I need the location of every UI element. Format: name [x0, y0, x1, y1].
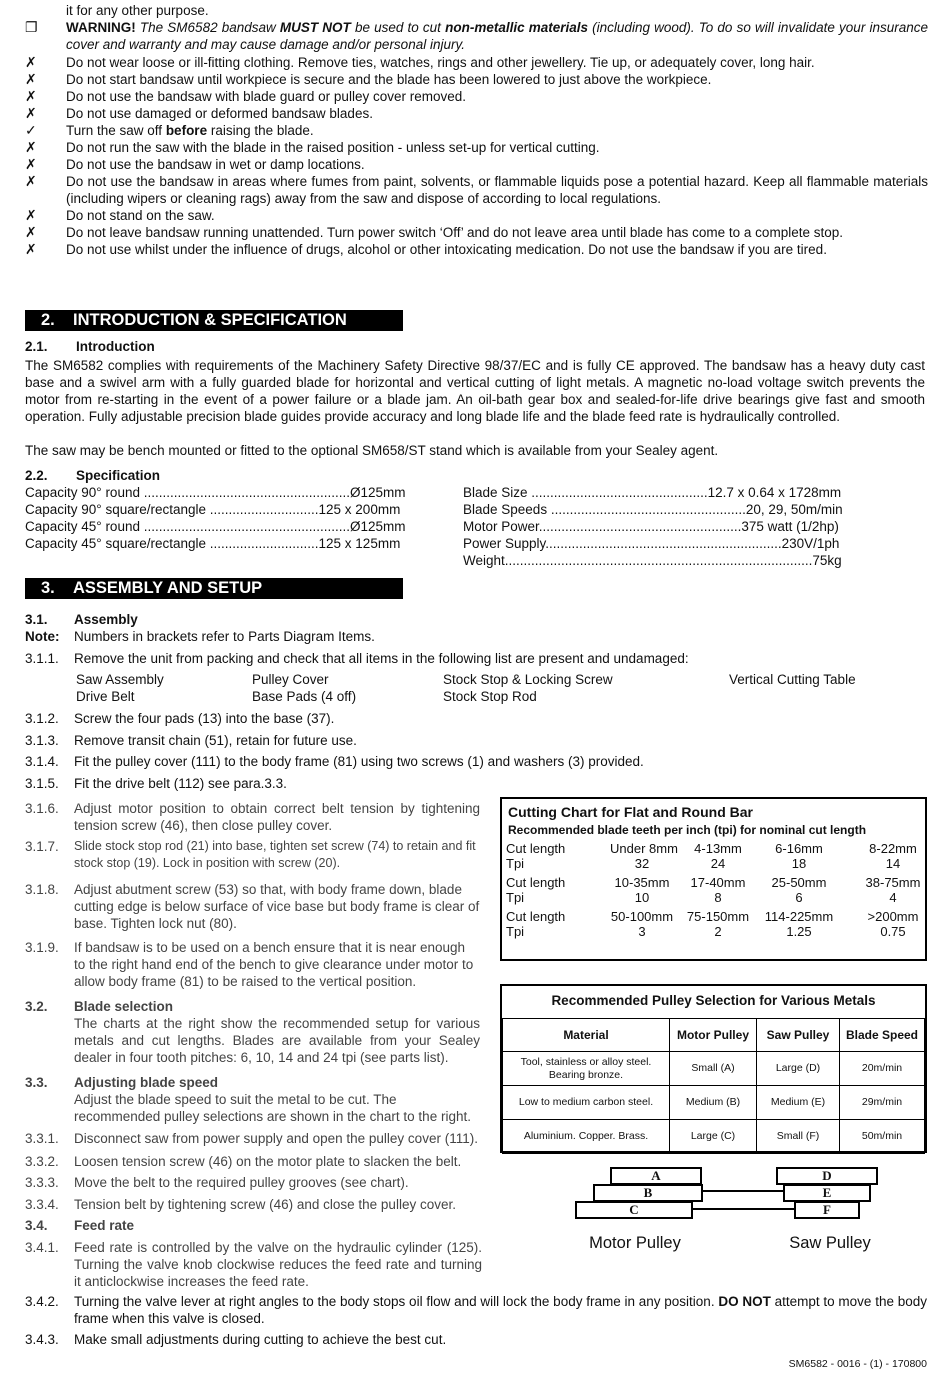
step-text: Remove the unit from packing and check that all items in the following list are present and undamaged:: [74, 651, 689, 666]
subsection-number: 3.4.: [25, 1218, 48, 1233]
step-text: If bandsaw is to be used on a bench ensure that it is near enough to the right hand end of the bench to give clearance under motor to allow body frame (81) to be raised to the vertical position.: [74, 940, 474, 989]
parts-item: Pulley Cover: [252, 672, 329, 687]
subsection-title: Specification: [76, 468, 161, 483]
cut-length-value: 17-40mm: [690, 875, 746, 890]
safety-item: Do not leave bandsaw running unattended. Turn power switch ‘Off’ and do not leave area until blade has come to a complete stop.: [66, 225, 843, 240]
table-cell: 20m/min: [840, 1052, 925, 1086]
cutting-chart: [500, 797, 927, 961]
cutting-chart-subtitle: Recommended blade teeth per inch (tpi) for nominal cut length: [508, 823, 867, 837]
subsection-number: 3.2.: [25, 999, 48, 1014]
step-text: [74, 1293, 927, 1327]
tpi-value: 0.75: [880, 924, 906, 939]
spec-line: Motor Power......................................................375 watt (1/2hp): [463, 519, 839, 534]
tpi-value: 8: [714, 890, 722, 905]
section-2-number: 2.: [41, 311, 55, 329]
step-number: 3.1.2.: [25, 711, 59, 726]
warning-part-c: (including wood). To do so will invalidate your insurance cover and warranty and may cause damage and/or personal injury.: [66, 20, 928, 52]
motor-pulley-a: A: [610, 1167, 702, 1185]
table-row: [503, 1120, 925, 1154]
subsection-title: Assembly: [74, 612, 138, 627]
cross-icon: ✗: [25, 105, 37, 121]
safety-item: Do not start bandsaw until workpiece is secure and the blade has been lowered to just above the workpiece.: [66, 72, 712, 87]
safety-item: Do not use whilst under the influence of drugs, alcohol or other intoxicating medication. Do not use the bandsaw if you are tired.: [66, 242, 827, 257]
spec-line: Blade Speeds ....................................................20, 29, 50m/min: [463, 502, 843, 517]
motor-pulley-c: C: [575, 1201, 693, 1219]
step-number: 3.4.1.: [25, 1240, 59, 1255]
step-text: Make small adjustments during cutting to achieve the best cut.: [74, 1332, 447, 1347]
tpi-label: Tpi: [506, 924, 525, 939]
tpi-value: 14: [885, 856, 901, 871]
step-text: Disconnect saw from power supply and open the pulley cover (111).: [74, 1131, 478, 1146]
step-text: Feed rate is controlled by the valve on the hydraulic cylinder (125). Turning the valve knob clockwise reduces the feed rate and turning it anticlockwise increases the feed rate.: [74, 1240, 482, 1289]
cross-icon: ✗: [25, 224, 37, 240]
table-cell: Tool, stainless or alloy steel. Bearing bronze.: [503, 1052, 670, 1086]
safety-item: Do not run the saw with the blade in the raised position - unless set-up for vertical cutting.: [66, 140, 600, 155]
cross-icon: ✗: [25, 173, 37, 189]
cross-icon: ✗: [25, 139, 37, 155]
safety-item: Do not use damaged or deformed bandsaw blades.: [66, 106, 373, 121]
table-cell: Aluminium. Copper. Brass.: [503, 1120, 670, 1154]
step-text-bold: DO NOT: [718, 1294, 771, 1309]
spec-line: Capacity 90° square/rectangle .............................125 x 200mm: [25, 502, 401, 517]
tpi-value: 18: [791, 856, 807, 871]
spec-line: Power Supply...............................................................230V/1ph: [463, 536, 840, 551]
step-number: 3.3.3.: [25, 1175, 59, 1190]
step-number: 3.4.3.: [25, 1332, 59, 1347]
safety-item: [66, 122, 928, 139]
cut-length-value: 8-22mm: [869, 841, 917, 856]
warning-bold-b: non-metallic materials: [445, 20, 589, 35]
motor-pulley-b: B: [593, 1184, 703, 1202]
cut-length-value: 4-13mm: [694, 841, 742, 856]
subsection-number: 3.1.: [25, 612, 48, 627]
table-cell: Small (A): [670, 1052, 757, 1086]
step-text: Adjust motor position to obtain correct belt tension by tightening tension screw (46), then close pulley cover.: [74, 801, 480, 833]
spec-line: Capacity 45° round .......................................................Ø125mm: [25, 519, 406, 534]
cross-icon: ✗: [25, 156, 37, 172]
tpi-value: 3: [638, 924, 646, 939]
section-2-header: [25, 310, 403, 331]
step-text: The charts at the right show the recommended setup for various metals and cut lengths. Blades are available from your Sealey dealer in four tooth pitches: 6, 10, 14 and 24 tpi (see parts list).: [74, 1016, 480, 1065]
subsection-title: Blade selection: [74, 999, 174, 1014]
tpi-label: Tpi: [506, 890, 525, 905]
column-header: Saw Pulley: [757, 1019, 840, 1052]
table-cell: Large (C): [670, 1120, 757, 1154]
safety-item-part: Turn the saw off: [66, 123, 166, 138]
cut-length-value: 6-16mm: [775, 841, 823, 856]
step-number: 3.1.8.: [25, 882, 59, 897]
parts-item: Stock Stop & Locking Screw: [443, 672, 613, 687]
check-icon: ✓: [25, 122, 37, 138]
cut-length-label: Cut length: [506, 841, 566, 856]
step-number: 3.1.7.: [25, 839, 59, 854]
step-number: 3.4.2.: [25, 1294, 59, 1309]
subsection-title: Adjusting blade speed: [74, 1075, 219, 1090]
tpi-value: 6: [795, 890, 803, 905]
table-cell: 50m/min: [840, 1120, 925, 1154]
intro-line: it for any other purpose.: [66, 3, 209, 18]
cross-icon: ✗: [25, 207, 37, 223]
spec-line: Capacity 45° square/rectangle .............................125 x 125mm: [25, 536, 401, 551]
table-cell: Small (F): [757, 1120, 840, 1154]
step-number: 3.3.2.: [25, 1154, 59, 1169]
checkbox-icon: ❐: [25, 19, 38, 35]
subsection-number: 2.1.: [25, 339, 48, 354]
warning-bold-a: MUST NOT: [279, 20, 351, 35]
step-number: 3.3.4.: [25, 1197, 59, 1212]
table-row: [503, 1086, 925, 1120]
cross-icon: ✗: [25, 54, 37, 70]
saw-pulley-caption: Saw Pulley: [789, 1234, 871, 1252]
saw-pulley-f: F: [794, 1201, 860, 1219]
tpi-value: 1.25: [786, 924, 812, 939]
saw-pulley-d: D: [776, 1167, 878, 1185]
pulley-table-title: Recommended Pulley Selection for Various Metals: [551, 993, 876, 1008]
cut-length-value: 50-100mm: [610, 909, 674, 924]
section-3-header: [25, 578, 403, 599]
step-number: 3.1.1.: [25, 651, 59, 666]
cut-length-value: 114-225mm: [764, 909, 834, 924]
cut-length-value: 38-75mm: [865, 875, 921, 890]
cross-icon: ✗: [25, 88, 37, 104]
parts-item: Vertical Cutting Table: [729, 672, 856, 687]
step-number: 3.1.3.: [25, 733, 59, 748]
subsection-number: 2.2.: [25, 468, 48, 483]
parts-item: Drive Belt: [76, 689, 135, 704]
table-cell: 29m/min: [840, 1086, 925, 1120]
column-header: Material: [503, 1019, 670, 1052]
step-text: Screw the four pads (13) into the base (37).: [74, 711, 335, 726]
document-code: SM6582 - 0016 - (1) - 170800: [788, 1358, 927, 1370]
step-text: Loosen tension screw (46) on the motor plate to slacken the belt.: [74, 1154, 462, 1169]
safety-item-part: raising the blade.: [207, 123, 314, 138]
step-number: 3.1.6.: [25, 801, 59, 816]
introduction-paragraph: The SM6582 complies with requirements of the Machinery Safety Directive 98/37/EC and is fully CE approved. The bandsaw has a heavy duty cast base and a swivel arm with a fully guarded blade for horizontal and vertical cutting of light metals. A magnetic no-load voltage switch prevents the motor from re-starting in the event of a power failure or a blade jam. An oil-bath gear box and sealed-for-life drive bearings give fast and smooth operation. Fully adjustable precision blade guides provide accuracy and long blade life and the blade feed rate is hydraulically controlled.: [25, 358, 925, 424]
step-text: Tension belt by tightening screw (46) and close the pulley cover.: [74, 1197, 456, 1212]
step-text: Adjust the blade speed to suit the metal to be cut. The recommended pulley selections are shown in the chart to the right.: [74, 1092, 471, 1124]
tpi-value: 32: [634, 856, 650, 871]
spec-line: Blade Size ...............................................12.7 x 0.64 x 1728mm: [463, 485, 842, 500]
cut-length-value: 10-35mm: [614, 875, 670, 890]
table-cell: Low to medium carbon steel.: [503, 1086, 670, 1120]
safety-item-bold: before: [165, 123, 208, 138]
parts-item: Stock Stop Rod: [443, 689, 537, 704]
step-text: Adjust abutment screw (53) so that, with body frame down, blade cutting edge is below surface of vice base but body frame is clear of base. Tighten lock nut (80).: [74, 882, 480, 931]
tpi-value: 10: [634, 890, 650, 905]
spec-line: Capacity 90° round .......................................................Ø125mm: [25, 485, 406, 500]
subsection-number: 3.3.: [25, 1075, 48, 1090]
table-cell: Medium (B): [670, 1086, 757, 1120]
cut-length-value: 75-150mm: [686, 909, 750, 924]
pulley-diagram: [565, 1165, 925, 1260]
tpi-value: 4: [889, 890, 897, 905]
cut-length-value: >200mm: [867, 909, 919, 924]
pulley-selection-table: [500, 984, 927, 1153]
safety-item: Do not use the bandsaw in wet or damp locations.: [66, 157, 365, 172]
warning-text: [66, 19, 928, 53]
saw-pulley-e: E: [783, 1184, 871, 1202]
step-text: Remove transit chain (51), retain for future use.: [74, 733, 357, 748]
step-text: Slide stock stop rod (21) into base, tighten set screw (74) to retain and fit stock stop (19). Lock in position with screw (20).: [74, 839, 476, 870]
safety-item: Do not wear loose or ill-fitting clothing. Remove ties, watches, rings and other jewellery. Tie up, or adequately cover, long hair.: [66, 55, 815, 70]
table-cell: Large (D): [757, 1052, 840, 1086]
motor-pulley-caption: Motor Pulley: [589, 1234, 681, 1252]
step-text: Fit the drive belt (112) see para.3.3.: [74, 776, 287, 791]
subsection-title: Feed rate: [74, 1218, 135, 1233]
pulley-table: [502, 1018, 925, 1154]
column-header: Blade Speed: [840, 1019, 925, 1052]
cut-length-label: Cut length: [506, 909, 566, 924]
section-3-title: ASSEMBLY AND SETUP: [73, 579, 263, 597]
parts-item: Base Pads (4 off): [252, 689, 357, 704]
cross-icon: ✗: [25, 71, 37, 87]
step-number: 3.3.1.: [25, 1131, 59, 1146]
safety-item: Do not use the bandsaw with blade guard or pulley cover removed.: [66, 89, 466, 104]
section-2-title: INTRODUCTION & SPECIFICATION: [73, 311, 347, 329]
note-text: Numbers in brackets refer to Parts Diagram Items.: [74, 629, 375, 644]
cut-length-value: Under 8mm: [610, 841, 678, 856]
warning-label: WARNING!: [66, 20, 136, 35]
tpi-value: 2: [714, 924, 722, 939]
step-number: 3.1.4.: [25, 754, 59, 769]
column-header: Motor Pulley: [670, 1019, 757, 1052]
cut-length-value: 25-50mm: [771, 875, 827, 890]
cross-icon: ✗: [25, 241, 37, 257]
warning-part-a: The SM6582 bandsaw: [135, 20, 280, 35]
table-header-row: [503, 1019, 925, 1052]
table-row: [503, 1052, 925, 1086]
tpi-label: Tpi: [506, 856, 525, 871]
cut-length-label: Cut length: [506, 875, 566, 890]
subsection-title: Introduction: [76, 339, 155, 354]
parts-item: Saw Assembly: [76, 672, 164, 687]
step-number: 3.1.5.: [25, 776, 59, 791]
cutting-chart-title: Cutting Chart for Flat and Round Bar: [508, 804, 753, 820]
safety-item: Do not use the bandsaw in areas where fumes from paint, solvents, or flammable liquids pose a potential hazard. Keep all flammable materials (including wipers or cleaning rags) away from the saw and dispose of according to local regulations.: [66, 174, 928, 206]
warning-part-b: be used to cut: [350, 20, 446, 35]
step-text: Fit the pulley cover (111) to the body frame (81) using two screws (1) and washers (3) provided.: [74, 754, 644, 769]
introduction-paragraph-2: The saw may be bench mounted or fitted to the optional SM658/ST stand which is available from your Sealey agent.: [25, 443, 719, 458]
step-number: 3.1.9.: [25, 940, 59, 955]
tpi-value: 24: [710, 856, 726, 871]
table-cell: Medium (E): [757, 1086, 840, 1120]
note-label: Note:: [25, 629, 60, 644]
step-text: Move the belt to the required pulley grooves (see chart).: [74, 1175, 409, 1190]
section-3-number: 3.: [41, 579, 55, 597]
spec-line: Weight..................................................................................75kg: [463, 553, 842, 568]
step-text-part: attempt to move the body frame when this valve is closed.: [74, 1294, 927, 1326]
safety-item: Do not stand on the saw.: [66, 208, 215, 223]
step-text-part: Turning the valve lever at right angles to the body stops oil flow and will lock the body frame in any position.: [74, 1294, 719, 1309]
